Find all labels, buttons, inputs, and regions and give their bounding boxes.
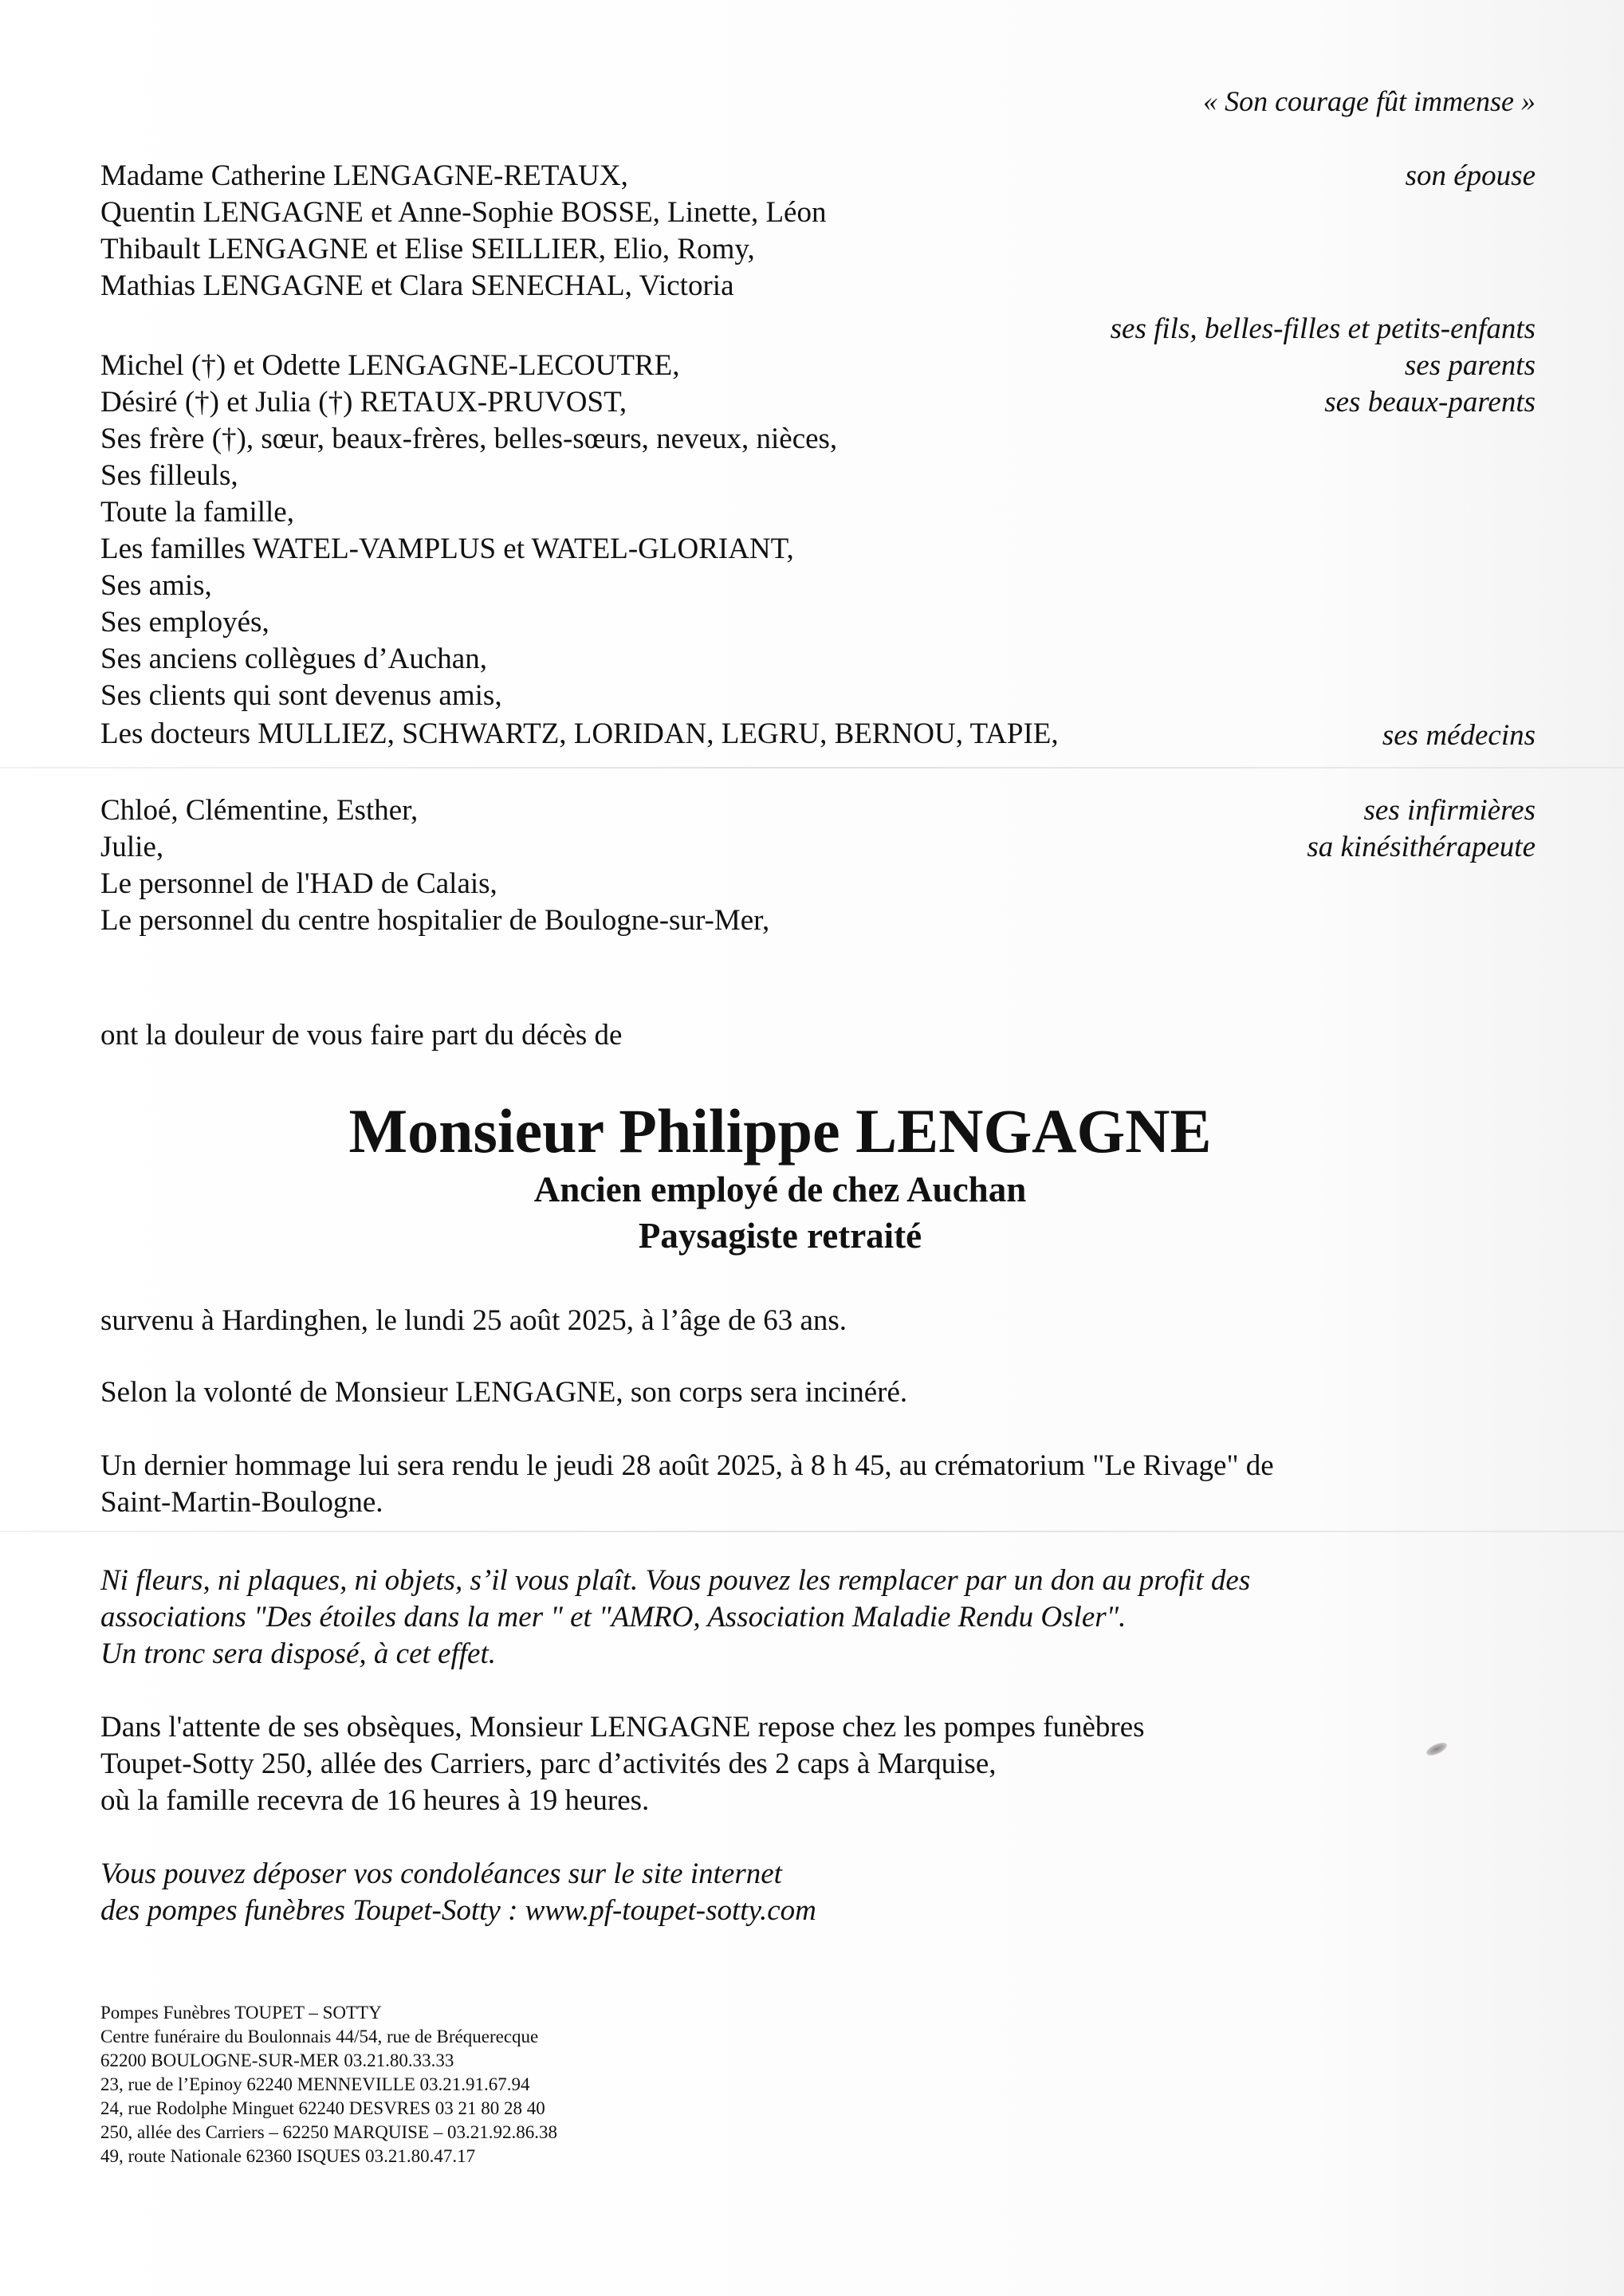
funeral-home-address: 250, allée des Carriers – 62250 MARQUISE – 03.21.92.86.38 [100, 2122, 558, 2142]
care-line: Le personnel du centre hospitalier de Boulogne-sur-Mer, [100, 904, 770, 937]
funeral-home-address: 24, rue Rodolphe Minguet 62240 DESVRES 03 21 80 28 40 [100, 2098, 545, 2118]
flowers-note: associations "Des étoiles dans la mer " et "AMRO, Association Maladie Rendu Osler". [100, 1601, 1127, 1634]
family-line: Madame Catherine LENGAGNE-RETAUX, [100, 159, 628, 192]
family-line: Ses employés, [100, 606, 269, 639]
paper-fold-line [0, 767, 1624, 769]
family-line: Ses clients qui sont devenus amis, [100, 679, 502, 712]
funeral-home-address: 49, route Nationale 62360 ISQUES 03.21.80.47.17 [100, 2146, 476, 2166]
relation-label: ses parents [1404, 349, 1536, 382]
family-line: Michel (†) et Odette LENGAGNE-LECOUTRE, [100, 349, 680, 382]
relation-label: sa kinésithérapeute [1307, 831, 1536, 863]
care-line: Julie, [100, 831, 164, 863]
family-line: Ses anciens collègues d’Auchan, [100, 643, 487, 675]
cremation-wish: Selon la volonté de Monsieur LENGAGNE, son corps sera incinéré. [100, 1376, 908, 1409]
death-details: survenu à Hardinghen, le lundi 25 août 2025, à l’âge de 63 ans. [100, 1304, 847, 1337]
family-line: Les familles WATEL-VAMPLUS et WATEL-GLORIANT, [100, 533, 794, 565]
family-line: Ses frère (†), sœur, beaux-frères, belles-sœurs, neveux, nièces, [100, 423, 838, 455]
family-line: Mathias LENGAGNE et Clara SENECHAL, Victoria [100, 269, 734, 302]
deceased-name: Monsieur Philippe LENGAGNE [348, 1096, 1212, 1166]
family-line: Les docteurs MULLIEZ, SCHWARTZ, LORIDAN, LEGRU, BERNOU, TAPIE, [100, 718, 1059, 750]
family-line: Ses filleuls, [100, 459, 238, 492]
rest-info: Toupet-Sotty 250, allée des Carriers, parc d’activités des 2 caps à Marquise, [100, 1748, 997, 1780]
ceremony-info: Un dernier hommage lui sera rendu le jeudi 28 août 2025, à 8 h 45, au crématorium "Le Rivage" de [100, 1449, 1274, 1482]
family-line: Quentin LENGAGNE et Anne-Sophie BOSSE, Linette, Léon [100, 196, 827, 229]
rest-info: Dans l'attente de ses obsèques, Monsieur LENGAGNE repose chez les pompes funèbres [100, 1711, 1145, 1744]
funeral-home-name: Pompes Funèbres TOUPET – SOTTY [100, 2003, 382, 2023]
funeral-home-address: 23, rue de l’Epinoy 62240 MENNEVILLE 03.21.91.67.94 [100, 2074, 530, 2094]
funeral-home-address: Centre funéraire du Boulonnais 44/54, rue de Bréquerecque [100, 2027, 539, 2046]
paper-fold-line [0, 1531, 1624, 1532]
family-line: Toute la famille, [100, 496, 294, 529]
relation-label: ses médecins [1382, 719, 1536, 752]
deceased-subtitle: Paysagiste retraité [638, 1216, 922, 1256]
announcement-intro: ont la douleur de vous faire part du décès de [100, 1019, 623, 1052]
ceremony-info: Saint-Martin-Boulogne. [100, 1486, 383, 1519]
flowers-note: Un tronc sera disposé, à cet effet. [100, 1637, 496, 1670]
condolences-note: Vous pouvez déposer vos condoléances sur le site internet [100, 1858, 782, 1890]
family-line: Ses amis, [100, 569, 212, 602]
relation-label: ses beaux-parents [1324, 386, 1536, 419]
family-line: Désiré (†) et Julia (†) RETAUX-PRUVOST, [100, 386, 627, 419]
family-line: Thibault LENGAGNE et Elise SEILLIER, Elio, Romy, [100, 233, 755, 265]
care-line: Chloé, Clémentine, Esther, [100, 794, 419, 827]
epigraph: « Son courage fût immense » [1203, 85, 1536, 117]
deceased-subtitle: Ancien employé de chez Auchan [533, 1170, 1027, 1209]
relation-label: son épouse [1405, 159, 1536, 192]
condolences-link: des pompes funèbres Toupet-Sotty : www.pf-toupet-sotty.com [100, 1894, 816, 1927]
relation-label: ses infirmières [1363, 794, 1536, 827]
flowers-note: Ni fleurs, ni plaques, ni objets, s’il vous plaît. Vous pouvez les remplacer par un don au profit des [100, 1564, 1251, 1597]
funeral-home-address: 62200 BOULOGNE-SUR-MER 03.21.80.33.33 [100, 2050, 454, 2070]
paper-smudge [1425, 1740, 1449, 1759]
care-line: Le personnel de l'HAD de Calais, [100, 867, 497, 900]
rest-info: où la famille recevra de 16 heures à 19 heures. [100, 1784, 650, 1817]
relation-label: ses fils, belles-filles et petits-enfants [1110, 313, 1536, 345]
